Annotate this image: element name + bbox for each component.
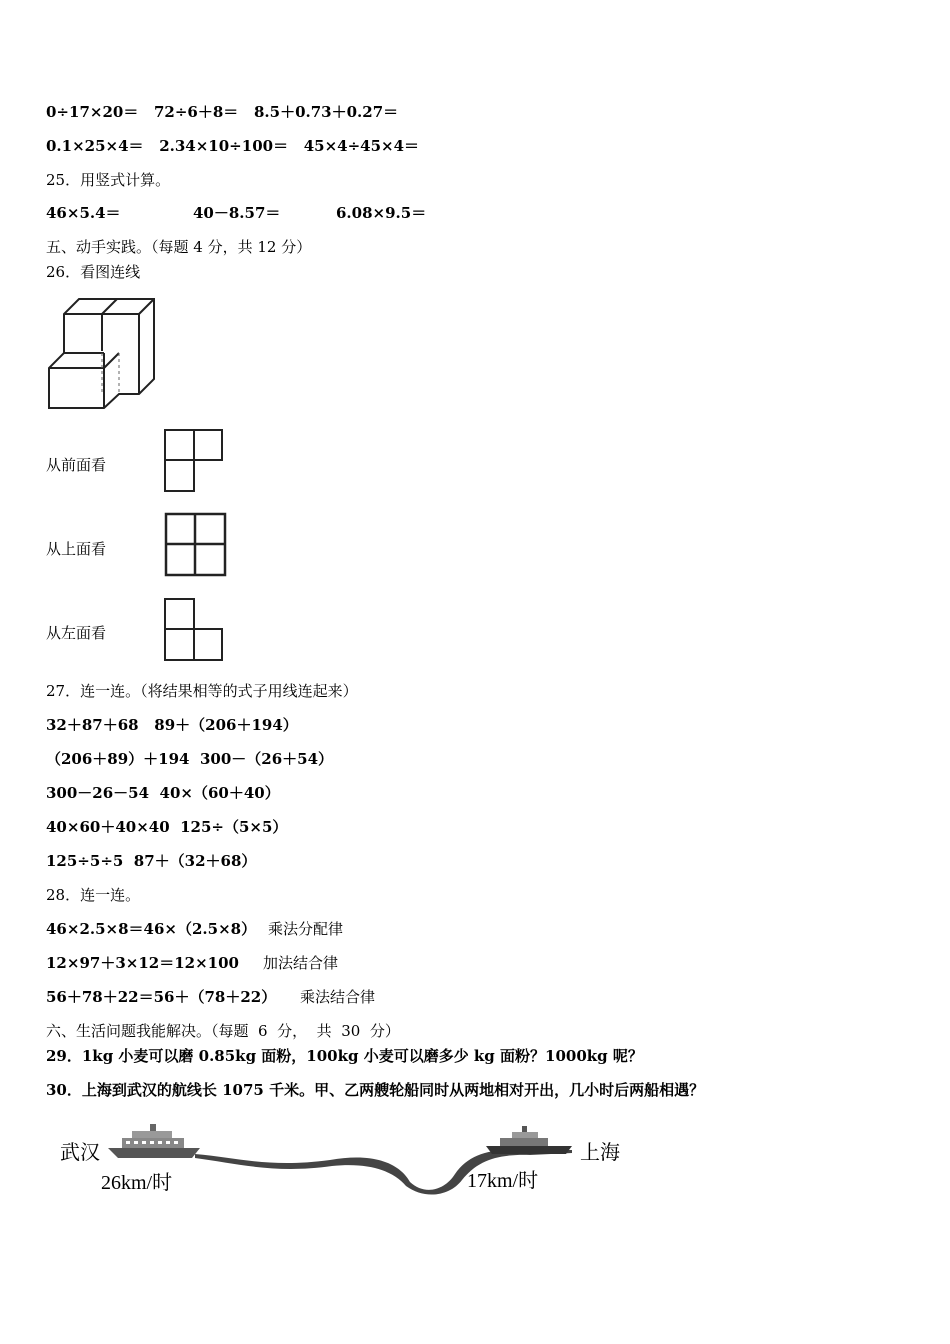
city-wuhan-label: 武汉 bbox=[60, 1142, 100, 1164]
left-view-grid bbox=[163, 597, 225, 663]
q29-text: 29．1kg 小麦可以磨 0.85kg 面粉，100kg 小麦可以磨多少 kg 面粉？1000kg 呢？ bbox=[46, 1047, 643, 1065]
front-view-grid bbox=[163, 428, 225, 494]
q28-expr-1: 46×2.5×8＝46×（2.5×8） bbox=[46, 920, 257, 938]
q28-law-3: 乘法结合律 bbox=[300, 988, 376, 1006]
q28-expr-3: 56＋78＋22＝56＋（78＋22） bbox=[46, 988, 277, 1006]
view-left-label: 从左面看 bbox=[46, 624, 107, 642]
view-front-label: 从前面看 bbox=[46, 456, 107, 474]
q27-row: （206＋89）＋194 300－（26＋54） bbox=[46, 750, 334, 768]
q28-expr-2: 12×97＋3×12＝12×100 bbox=[46, 954, 239, 972]
ship-icon bbox=[108, 1124, 200, 1158]
q28-title: 28．连一连。 bbox=[46, 886, 141, 904]
q27-row: 32＋87＋68 89＋（206＋194） bbox=[46, 716, 298, 734]
speed-right-label: 17km/时 bbox=[467, 1170, 539, 1192]
q25-title: 25．用竖式计算。 bbox=[46, 171, 171, 189]
q28-law-1: 乘法分配律 bbox=[268, 920, 344, 938]
q27-row: 125÷5÷5 87＋（32＋68） bbox=[46, 852, 257, 870]
q25-item-1: 46×5.4＝ bbox=[46, 204, 121, 222]
speed-left-label: 26km/时 bbox=[101, 1172, 173, 1194]
river-route-illustration bbox=[100, 1118, 640, 1200]
top-view-grid bbox=[164, 512, 228, 578]
view-top-label: 从上面看 bbox=[46, 540, 107, 558]
cube-solid-figure bbox=[44, 296, 160, 414]
ship-icon bbox=[486, 1126, 572, 1154]
q25-item-3: 6.08×9.5＝ bbox=[336, 204, 427, 222]
city-shanghai-label: 上海 bbox=[580, 1142, 620, 1164]
q27-title: 27．连一连。（将结果相等的式子用线连起来） bbox=[46, 682, 358, 700]
q26-title: 26．看图连线 bbox=[46, 263, 141, 281]
section-5-heading: 五、动手实践。（每题 4 分，共 12 分） bbox=[46, 238, 312, 256]
calc-line-2: 0.1×25×4＝ 2.34×10÷100＝ 45×4÷45×4＝ bbox=[46, 137, 420, 155]
q30-text: 30．上海到武汉的航线长 1075 千米。甲、乙两艘轮船同时从两地相对开出，几小时后两船相遇？ bbox=[46, 1081, 705, 1099]
q28-law-2: 加法结合律 bbox=[263, 954, 339, 972]
q27-row: 300－26－54 40×（60＋40） bbox=[46, 784, 280, 802]
section-6-heading: 六、生活问题我能解决。（每题 6 分， 共 30 分） bbox=[46, 1022, 400, 1040]
q27-row: 40×60＋40×40 125÷（5×5） bbox=[46, 818, 288, 836]
q25-item-2: 40－8.57＝ bbox=[193, 204, 281, 222]
calc-line-1: 0÷17×20＝ 72÷6＋8＝ 8.5＋0.73＋0.27＝ bbox=[46, 103, 399, 121]
